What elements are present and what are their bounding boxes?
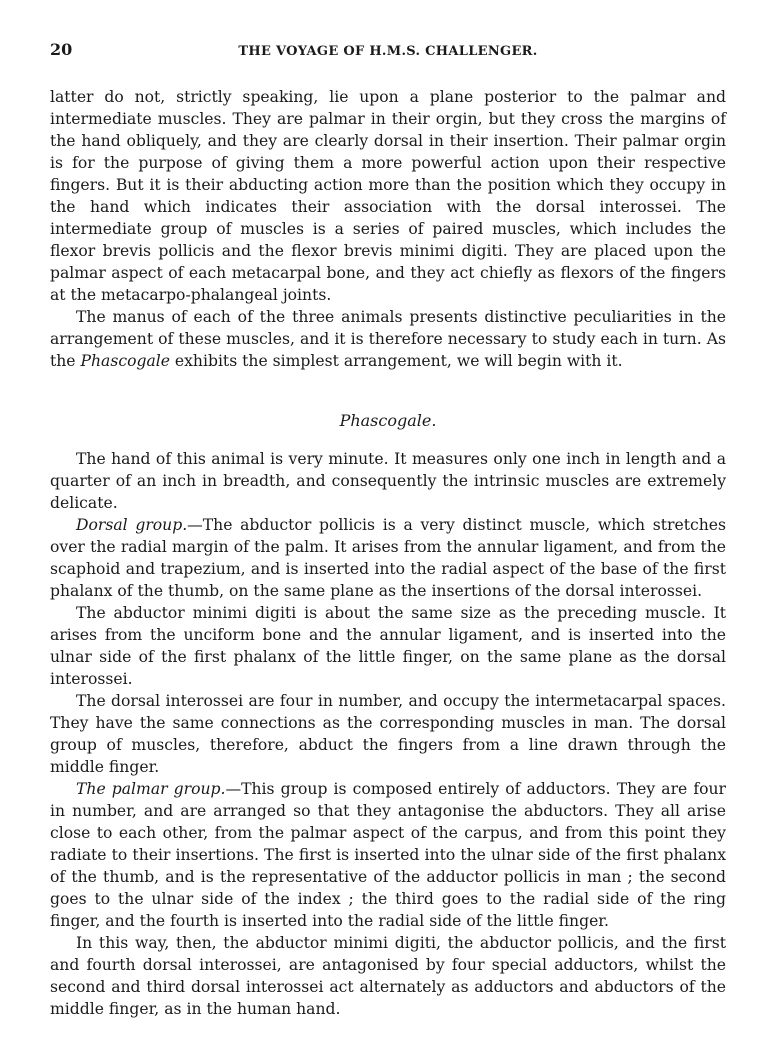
paragraph: The hand of this animal is very minute. It measures only one inch in length and a quarter of an inch in breadth, and consequently the intrinsic muscles are extremely delicate. <box>50 450 726 512</box>
text-run: exhibits the simplest arrangement, we will begin with it. <box>169 352 623 370</box>
paragraph: latter do not, strictly speaking, lie upon a plane posterior to the palmar and intermediate muscles. They are palmar in their orgin, but they cross the margins of the hand obliquely, and they are clearly dorsal in their insertion. Their palmar orgin is for the purpose of giving them a more powerful action upon their respective fingers. But it is their abducting action more than the position which they occupy in the hand which indicates their association with the dorsal interossei. The intermediate group of muscles is a series of paired muscles, which includes the flexor brevis pollicis and the flexor brevis minimi digiti. They are placed upon the palmar aspect of each metacarpal bone, and they act chiefly as flexors of the fingers at the metacarpo-phalangeal joints. <box>50 88 726 304</box>
section-heading: Phascogale. <box>339 411 437 430</box>
paragraph-lead: Dorsal group. <box>76 516 188 534</box>
paragraph-lead: The palmar group. <box>76 780 226 798</box>
running-title: THE VOYAGE OF H.M.S. CHALLENGER. <box>238 44 538 59</box>
paragraph: In this way, then, the abductor minimi digiti, the abductor pollicis, and the first and fourth dorsal interossei, are antagonised by four special adductors, whilst the second and third dorsal interossei act alternately as adductors and abductors of the middle finger, as in the human hand. <box>50 934 726 1018</box>
text-run: The manus of each of the three animals presents distinctive peculiarities in the arrangement of these muscles, and it is therefore necessary to study each in turn. As the <box>50 308 726 370</box>
paragraph <box>50 306 726 372</box>
paragraph: The abductor minimi digiti is about the same size as the preceding muscle. It arises from the unciform bone and the annular ligament, and is inserted into the ulnar side of the first phalanx of the little finger, on the same plane as the dorsal interossei. <box>50 604 726 688</box>
paragraph <box>50 778 726 932</box>
text-run: —This group is composed entirely of adductors. They are four in number, and are arranged so that they antagonise the abductors. They all arise close to each other, from the palmar aspect of the carpus, and from this point they radiate to their insertions. The first is inserted into the ulnar side of the first phalanx of the thumb, and is the representative of the adductor pollicis in man ; the second goes to the ulnar side of the index ; the third goes to the radial side of the ring finger, and the fourth is inserted into the radial side of the little finger. <box>50 780 727 930</box>
paragraph: The dorsal interossei are four in number, and occupy the intermetacarpal spaces. They have the same connections as the corresponding muscles in man. The dorsal group of muscles, therefore, abduct the fingers from a line drawn through the middle finger. <box>50 692 726 776</box>
page-number: 20 <box>50 40 73 59</box>
text-run: —The abductor pollicis is a very distinct muscle, which stretches over the radial margin of the palm. It arises from the annular ligament, and from the scaphoid and trapezium, and is inserted into the radial aspect of the base of the first phalanx of the thumb, on the same plane as the insertions of the dorsal interossei. <box>50 516 726 600</box>
genus-name: Phascogale <box>80 352 170 370</box>
paragraph <box>50 514 726 602</box>
page-header <box>50 40 726 64</box>
book-page <box>50 40 726 1020</box>
